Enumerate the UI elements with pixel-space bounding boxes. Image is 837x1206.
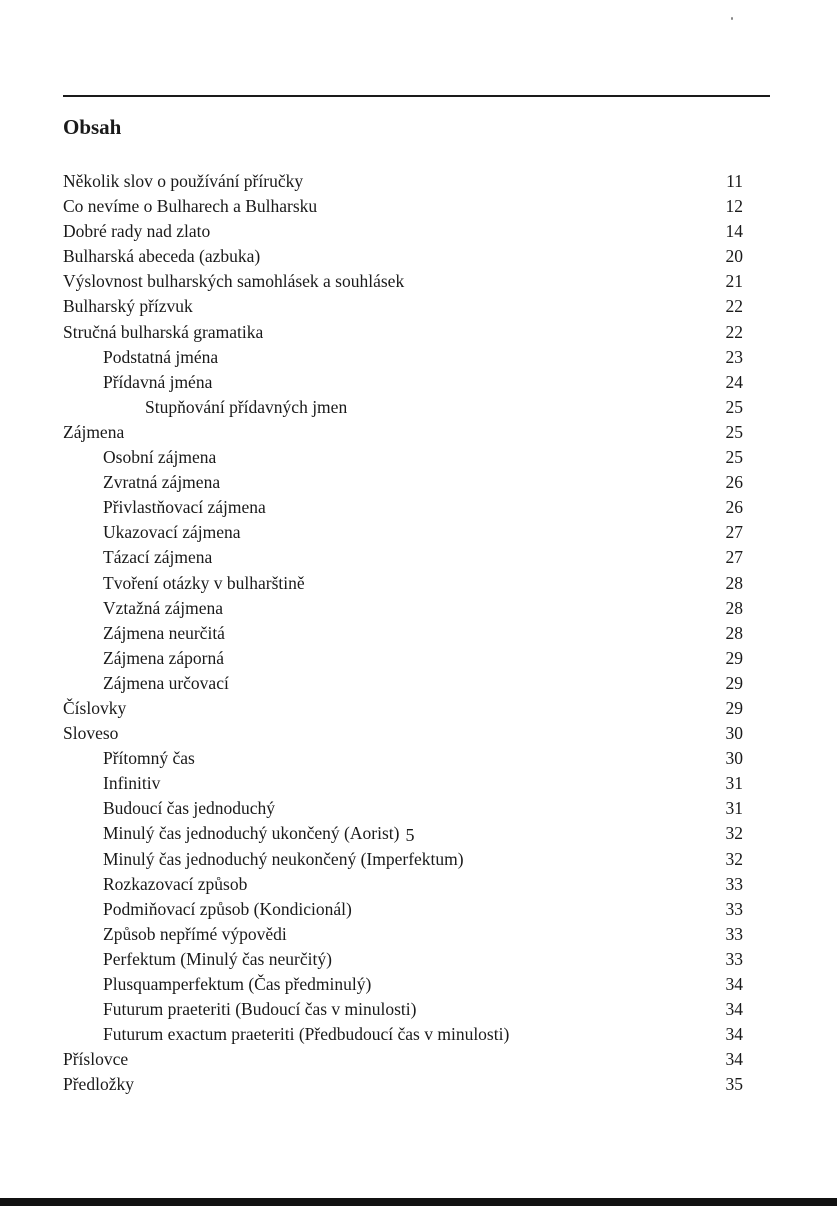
toc-entry-title: Několik slov o používání příručky — [63, 171, 304, 191]
toc-entry — [63, 345, 743, 370]
toc-entry-page: 22 — [725, 296, 743, 317]
toc-entry — [63, 872, 743, 897]
toc-entry-page: 30 — [725, 748, 743, 769]
toc-entry-title: Stupňování přídavných jmen — [145, 396, 348, 417]
toc-entry — [63, 696, 743, 721]
toc-entry-title: Vztažná zájmena — [103, 597, 223, 618]
toc-entry-title: Dobré rady nad zlato — [63, 221, 211, 242]
toc-entry — [63, 219, 743, 244]
toc-entry-title: Tvoření otázky v bulharštině — [103, 572, 305, 593]
paper-speck — [731, 17, 733, 20]
toc-entry-title: Přídavná jména — [103, 371, 213, 392]
toc-entry-page: 25 — [725, 421, 743, 442]
toc-entry — [63, 294, 743, 319]
toc-entry-page: 25 — [725, 396, 743, 417]
toc-entry — [63, 269, 743, 294]
toc-entry-page: 28 — [725, 622, 743, 643]
toc-entry — [63, 897, 743, 922]
toc-entry-title: Číslovky — [63, 697, 127, 718]
toc-entry-title: Podstatná jména — [103, 346, 219, 367]
toc-entry — [63, 972, 743, 997]
toc-entry-title: Ukazovací zájmena — [103, 522, 241, 543]
toc-entry-title: Podmiňovací způsob (Kondicionál) — [103, 898, 352, 919]
toc-heading: Obsah — [63, 115, 122, 139]
toc-entry-page: 31 — [725, 773, 743, 794]
toc-entry — [63, 470, 743, 495]
toc-entry-page: 26 — [725, 497, 743, 518]
toc-entry-page: 27 — [725, 522, 743, 543]
toc-entry-page: 33 — [725, 923, 743, 944]
toc-entry-title: Přivlastňovací zájmena — [103, 497, 266, 518]
toc-entry-page: 33 — [725, 948, 743, 969]
toc-entry — [63, 445, 743, 470]
toc-entry-title: Přítomný čas — [103, 748, 195, 769]
toc-entry-page: 35 — [725, 1074, 743, 1095]
toc-entry-title: Infinitiv — [103, 773, 161, 794]
toc-entry — [63, 370, 743, 395]
toc-entry-title: Zájmena záporná — [103, 647, 224, 668]
toc-entry-page: 20 — [725, 246, 743, 267]
toc-entry — [63, 320, 743, 345]
toc-entry-page: 21 — [725, 271, 743, 292]
toc-entry-page: 34 — [725, 999, 743, 1020]
toc-entry-page: 29 — [725, 697, 743, 718]
toc-entry-title: Zájmena — [63, 421, 125, 442]
toc-entry-title: Předložky — [63, 1074, 134, 1095]
toc-entry — [63, 520, 743, 545]
toc-entry — [63, 796, 743, 821]
toc-entry-page: 11 — [726, 171, 743, 191]
toc-entry-title: Futurum exactum praeteriti (Předbudoucí čas v minulosti) — [103, 1024, 510, 1045]
toc-entry-page: 32 — [725, 823, 743, 844]
toc-entry-page: 12 — [725, 196, 743, 217]
toc-entry — [63, 621, 743, 646]
toc-entry-title: Minulý čas jednoduchý ukončený (Aorist) — [103, 823, 400, 844]
toc-entry — [63, 671, 743, 696]
toc-entry — [63, 169, 743, 194]
toc-entry — [63, 545, 743, 570]
toc-entry-page: 30 — [725, 723, 743, 744]
toc-entry-title: Stručná bulharská gramatika — [63, 321, 264, 342]
toc-entry-page: 24 — [725, 371, 743, 392]
toc-entry-page: 14 — [725, 221, 743, 242]
toc-entry-title: Výslovnost bulharských samohlásek a souhlásek — [63, 271, 405, 292]
toc-entry-page: 33 — [725, 873, 743, 894]
toc-entry-page: 34 — [725, 974, 743, 994]
toc-entry — [63, 420, 743, 445]
toc-entry-title: Minulý čas jednoduchý neukončený (Imperfektum) — [103, 848, 464, 869]
toc-entry — [63, 997, 743, 1022]
toc-entry-title: Sloveso — [63, 723, 119, 744]
table-of-contents — [63, 169, 743, 1097]
toc-entry-title: Zájmena neurčitá — [103, 622, 225, 643]
header-rule — [63, 95, 770, 97]
toc-entry-page: 28 — [725, 597, 743, 618]
toc-entry-title: Rozkazovací způsob — [103, 873, 248, 894]
page-number: 5 — [405, 825, 415, 845]
toc-entry — [63, 771, 743, 796]
toc-entry — [63, 244, 743, 269]
scan-bottom-edge — [0, 1198, 837, 1206]
toc-entry — [63, 922, 743, 947]
toc-entry-page: 34 — [725, 1049, 743, 1070]
toc-entry-page: 22 — [725, 321, 743, 342]
toc-entry — [63, 646, 743, 671]
toc-entry-title: Osobní zájmena — [103, 447, 217, 468]
toc-entry-title: Zvratná zájmena — [103, 472, 221, 493]
toc-entry-title: Co nevíme o Bulharech a Bulharsku — [63, 196, 318, 217]
toc-entry-page: 26 — [725, 472, 743, 493]
toc-entry — [63, 746, 743, 771]
toc-entry-title: Bulharský přízvuk — [63, 296, 193, 317]
toc-entry — [63, 596, 743, 621]
toc-entry-page: 33 — [725, 898, 743, 919]
toc-entry — [63, 847, 743, 872]
toc-entry — [63, 1072, 743, 1097]
toc-entry-page: 25 — [725, 447, 743, 468]
toc-entry — [63, 495, 743, 520]
toc-entry-page: 23 — [725, 346, 743, 367]
toc-entry-page: 29 — [725, 647, 743, 668]
toc-entry-page: 34 — [725, 1024, 743, 1045]
toc-entry-page: 32 — [725, 848, 743, 869]
toc-entry-title: Bulharská abeceda (azbuka) — [63, 246, 261, 267]
toc-entry-title: Futurum praeteriti (Budoucí čas v minulosti) — [103, 999, 417, 1020]
toc-entry-title: Způsob nepřímé výpovědi — [103, 923, 287, 944]
toc-entry — [63, 1047, 743, 1072]
toc-entry-page: 29 — [725, 672, 743, 693]
toc-entry — [63, 721, 743, 746]
toc-entry — [63, 395, 743, 420]
toc-entry-page: 31 — [725, 798, 743, 819]
toc-entry-title: Příslovce — [63, 1049, 129, 1070]
toc-entry — [63, 194, 743, 219]
toc-entry — [63, 947, 743, 972]
toc-entry — [63, 571, 743, 596]
toc-entry — [63, 1022, 743, 1047]
toc-entry-title: Budoucí čas jednoduchý — [103, 798, 276, 819]
toc-entry-page: 28 — [725, 572, 743, 593]
toc-entry-title: Zájmena určovací — [103, 672, 229, 693]
toc-entry-title: Tázací zájmena — [103, 547, 213, 568]
toc-entry-title: Plusquamperfektum (Čas předminulý) — [103, 974, 372, 994]
toc-entry-page: 27 — [725, 547, 743, 568]
toc-entry-title: Perfektum (Minulý čas neurčitý) — [103, 948, 332, 969]
